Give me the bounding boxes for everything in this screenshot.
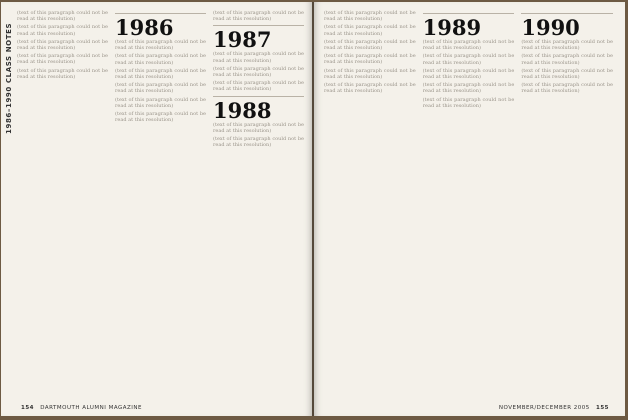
class-note-paragraph: (text of this paragraph could not be read at this resolution) bbox=[324, 67, 416, 80]
class-note-paragraph: (text of this paragraph could not be read at this resolution) bbox=[213, 121, 304, 134]
class-note-paragraph: (text of this paragraph could not be read at this resolution) bbox=[324, 53, 416, 66]
column bbox=[213, 10, 304, 398]
class-note-paragraph: (text of this paragraph could not be read at this resolution) bbox=[17, 10, 108, 23]
class-year: 1986 bbox=[115, 18, 174, 37]
right-page bbox=[314, 2, 625, 416]
class-note-paragraph: (text of this paragraph could not be read at this resolution) bbox=[213, 80, 304, 93]
year-divider bbox=[213, 96, 304, 97]
right-page-footer bbox=[499, 405, 613, 411]
year-divider bbox=[423, 13, 515, 14]
class-year-heading bbox=[521, 18, 613, 37]
class-note-paragraph: (text of this paragraph could not be read at this resolution) bbox=[521, 67, 614, 81]
class-note-paragraph: (text of this paragraph could not be read at this resolution) bbox=[115, 111, 206, 124]
class-note-paragraph: (text of this paragraph could not be read at this resolution) bbox=[324, 24, 416, 37]
class-year-heading bbox=[213, 30, 304, 49]
left-page-footer bbox=[17, 405, 142, 411]
column bbox=[423, 10, 515, 398]
class-note-paragraph: (text of this paragraph could not be read at this resolution) bbox=[17, 53, 108, 66]
class-notes-sidebar-label: 1986–1990 CLASS NOTES bbox=[5, 22, 13, 134]
class-year-heading bbox=[115, 18, 206, 37]
class-note-paragraph: (text of this paragraph could not be read at this resolution) bbox=[213, 65, 304, 79]
class-note-paragraph: (text of this paragraph could not be read at this resolution) bbox=[115, 67, 206, 81]
class-note-paragraph: (text of this paragraph could not be read at this resolution) bbox=[324, 38, 416, 52]
left-page bbox=[1, 2, 312, 416]
class-note-paragraph: (text of this paragraph could not be read at this resolution) bbox=[17, 24, 108, 37]
class-note-paragraph: (text of this paragraph could not be read at this resolution) bbox=[213, 10, 304, 23]
class-note-paragraph: (text of this paragraph could not be read at this resolution) bbox=[115, 96, 206, 109]
class-year: 1989 bbox=[422, 18, 482, 37]
column bbox=[115, 10, 206, 398]
class-note-paragraph: (text of this paragraph could not be read at this resolution) bbox=[213, 136, 304, 149]
class-note-paragraph: (text of this paragraph could not be read at this resolution) bbox=[115, 39, 206, 52]
class-note-paragraph: (text of this paragraph could not be read at this resolution) bbox=[422, 67, 515, 81]
left-page-columns bbox=[17, 10, 304, 398]
year-divider bbox=[115, 13, 206, 14]
class-note-paragraph: (text of this paragraph could not be read at this resolution) bbox=[115, 82, 206, 95]
right-page-columns bbox=[324, 10, 613, 398]
column bbox=[521, 10, 613, 398]
class-note-paragraph: (text of this paragraph could not be read at this resolution) bbox=[17, 38, 108, 52]
class-note-paragraph: (text of this paragraph could not be read at this resolution) bbox=[521, 39, 614, 52]
class-note-paragraph: (text of this paragraph could not be read at this resolution) bbox=[422, 39, 515, 52]
class-year-heading bbox=[213, 101, 304, 120]
issue-date: NOVEMBER/DECEMBER 2005 bbox=[498, 405, 590, 411]
class-note-paragraph: (text of this paragraph could not be read at this resolution) bbox=[213, 51, 304, 64]
class-note-paragraph: (text of this paragraph could not be read at this resolution) bbox=[324, 10, 416, 23]
class-year: 1987 bbox=[213, 30, 272, 50]
class-note-paragraph: (text of this paragraph could not be read at this resolution) bbox=[521, 82, 614, 95]
class-note-paragraph: (text of this paragraph could not be read at this resolution) bbox=[115, 53, 206, 66]
class-note-paragraph: (text of this paragraph could not be read at this resolution) bbox=[422, 53, 515, 66]
column bbox=[324, 10, 416, 398]
year-divider bbox=[521, 13, 613, 14]
magazine-name: DARTMOUTH ALUMNI MAGAZINE bbox=[40, 405, 142, 411]
class-year: 1988 bbox=[213, 100, 272, 120]
class-note-paragraph: (text of this paragraph could not be read at this resolution) bbox=[324, 82, 416, 95]
class-note-paragraph: (text of this paragraph could not be read at this resolution) bbox=[17, 67, 108, 80]
class-note-paragraph: (text of this paragraph could not be read at this resolution) bbox=[422, 96, 515, 109]
class-note-paragraph: (text of this paragraph could not be read at this resolution) bbox=[521, 53, 614, 66]
column bbox=[17, 10, 108, 398]
class-note-paragraph: (text of this paragraph could not be read at this resolution) bbox=[422, 82, 515, 95]
class-year-heading bbox=[423, 18, 515, 37]
page-number: 154 bbox=[21, 405, 34, 411]
year-divider bbox=[213, 25, 304, 26]
class-year: 1990 bbox=[521, 18, 580, 37]
page-number: 155 bbox=[596, 405, 609, 411]
